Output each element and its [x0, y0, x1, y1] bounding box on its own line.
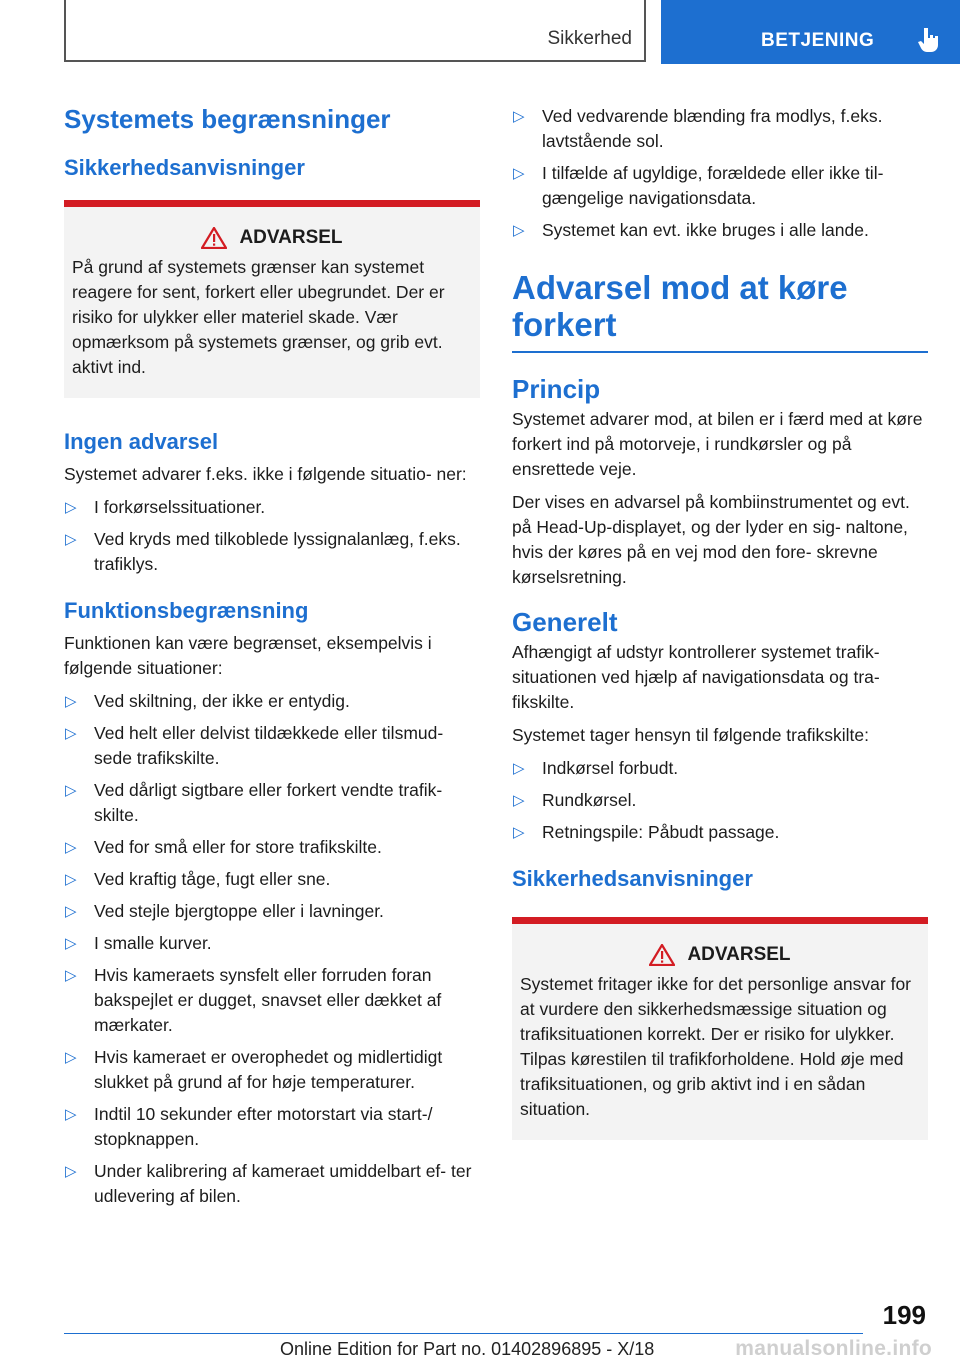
header-frame — [64, 0, 646, 62]
limitation-list-continued — [512, 104, 928, 243]
safety-heading-right: Sikkerhedsanvisninger — [512, 866, 753, 891]
list-item: ▷ Rundkørsel. — [512, 788, 928, 813]
warning-box-right — [512, 917, 928, 1140]
triangle-bullet-icon: ▷ — [65, 693, 77, 710]
triangle-bullet-icon: ▷ — [513, 222, 525, 239]
no-warning-intro: Systemet advarer f.eks. ikke i følgende situatio‐ ner: — [64, 464, 467, 484]
triangle-bullet-icon: ▷ — [65, 967, 77, 984]
triangle-bullet-icon: ▷ — [65, 839, 77, 856]
warning-text: På grund af systemets grænser kan systemet reagere for sent, forkert eller ubegrundet. Der er risiko for ulykker eller materiel skade. Vær opmærksom på systemets grænser, og grib evt. aktivt ind. — [72, 257, 445, 377]
triangle-bullet-icon: ▷ — [65, 935, 77, 952]
list-item: ▷ Ved for små eller for store trafikskilte. — [64, 835, 480, 860]
chapter-divider — [512, 351, 928, 353]
triangle-bullet-icon: ▷ — [513, 792, 525, 809]
watermark: manualsonline.info — [735, 1337, 932, 1360]
list-item: ▷ Indtil 10 sekunder efter motorstart via start-/ stopknappen. — [65, 1104, 433, 1149]
list-item: ▷ Ved dårligt sigtbare eller forkert vendte trafik‐ skilte. — [65, 780, 443, 825]
page-number: 199 — [882, 1300, 926, 1330]
chapter-tab-label: BETJENING — [761, 30, 875, 51]
list-item: ▷ Ved skiltning, der ikke er entydig. — [64, 689, 480, 714]
triangle-bullet-icon: ▷ — [65, 499, 77, 516]
general-paragraph-1: Afhængigt af udstyr kontrollerer systemet trafik‐ situationen ved hjælp af navigationsdata og tra‐ fikskilte. — [512, 642, 880, 712]
header-chapter-tab[interactable] — [661, 0, 960, 64]
list-item: ▷ I forkørselssituationer. — [64, 495, 480, 520]
list-item: ▷ I smalle kurver. — [64, 931, 480, 956]
triangle-bullet-icon: ▷ — [513, 760, 525, 777]
section-title: Systemets begrænsninger — [64, 104, 391, 134]
warning-title — [72, 227, 472, 249]
warning-heading: ADVARSEL — [687, 944, 791, 965]
general-heading: Generelt — [512, 607, 618, 637]
hand-pointer-icon — [917, 26, 941, 59]
warning-title — [520, 944, 920, 966]
principle-paragraph-1: Systemet advarer mod, at bilen er i færd med at køre forkert ind på motorveje, i rundkørsler og på ensrettede veje. — [512, 409, 923, 479]
header-section-title: Sikkerhed — [547, 28, 632, 49]
footer-divider — [64, 1333, 863, 1334]
footer-edition: Online Edition for Part no. 01402896895 - X/18 — [280, 1339, 655, 1359]
list-item: ▷ Indkørsel forbudt. — [512, 756, 928, 781]
list-item: ▷ Ved kraftig tåge, fugt eller sne. — [64, 867, 480, 892]
principle-paragraph-2: Der vises en advarsel på kombiinstrumentet og evt. på Head-Up-displayet, og der lyder en sig‐ naltone, hvis der køres på en vej mod den fore‐ skrevne kørselsretning. — [512, 492, 910, 587]
triangle-bullet-icon: ▷ — [65, 725, 77, 742]
warning-triangle-icon — [201, 227, 227, 249]
triangle-bullet-icon: ▷ — [65, 871, 77, 888]
warning-text: Systemet fritager ikke for det personlige ansvar for at vurdere den sikkerhedsmæssige situation og trafiksituationen korrekt. Der er risiko for ulykker. Tilpas kørestilen til trafikforholdene. Hold øje med trafiksituationen, og grib aktivt ind i en sådan situation. — [520, 974, 912, 1119]
list-item: ▷ Ved vedvarende blænding fra modlys, f.eks. lavtstående sol. — [513, 106, 883, 151]
list-item: ▷ Hvis kameraet er overophedet og midlertidigt slukket på grund af for høje temperaturer. — [65, 1047, 443, 1092]
general-paragraph-2: Systemet tager hensyn til følgende trafikskilte: — [512, 725, 869, 745]
left-column — [64, 104, 480, 1217]
principle-heading: Princip — [512, 374, 601, 404]
traffic-sign-list — [512, 756, 928, 845]
warning-box — [64, 200, 480, 398]
triangle-bullet-icon: ▷ — [513, 824, 525, 841]
no-warning-list — [64, 495, 480, 577]
triangle-bullet-icon: ▷ — [513, 165, 525, 182]
list-item: ▷ Retningspile: Påbudt passage. — [512, 820, 928, 845]
triangle-bullet-icon: ▷ — [65, 782, 77, 799]
list-item: ▷ Systemet kan evt. ikke bruges i alle lande. — [512, 218, 928, 243]
safety-subtitle: Sikkerhedsanvisninger — [64, 155, 305, 180]
triangle-bullet-icon: ▷ — [65, 903, 77, 920]
list-item: ▷ Ved helt eller delvist tildækkede eller tilsmud‐ sede trafikskilte. — [65, 723, 444, 768]
warning-triangle-icon — [649, 944, 675, 966]
triangle-bullet-icon: ▷ — [65, 531, 77, 548]
limitation-list — [64, 689, 480, 1209]
list-item: ▷ Under kalibrering af kameraet umiddelbart ef‐ ter udlevering af bilen. — [65, 1161, 472, 1206]
list-item: ▷ Ved stejle bjergtoppe eller i lavninger. — [64, 899, 480, 924]
no-warning-heading: Ingen advarsel — [64, 429, 219, 454]
triangle-bullet-icon: ▷ — [65, 1163, 77, 1180]
warning-heading: ADVARSEL — [239, 227, 343, 248]
right-column — [512, 104, 928, 1170]
list-item: ▷ I tilfælde af ugyldige, forældede eller ikke til‐ gængelige navigationsdata. — [513, 163, 884, 208]
chapter-title: Advarsel mod at køre forkert — [512, 269, 848, 343]
triangle-bullet-icon: ▷ — [65, 1106, 77, 1123]
limitation-intro: Funktionen kan være begrænset, eksempelvis i følgende situationer: — [64, 633, 432, 678]
triangle-bullet-icon: ▷ — [513, 108, 525, 125]
list-item: ▷ Hvis kameraets synsfelt eller forruden foran bakspejlet er dugget, snavset eller dækket af mærkater. — [65, 965, 442, 1035]
limitation-heading: Funktionsbegrænsning — [64, 598, 309, 623]
triangle-bullet-icon: ▷ — [65, 1049, 77, 1066]
list-item: ▷ Ved kryds med tilkoblede lyssignalanlæg, f.eks. trafiklys. — [65, 529, 461, 574]
